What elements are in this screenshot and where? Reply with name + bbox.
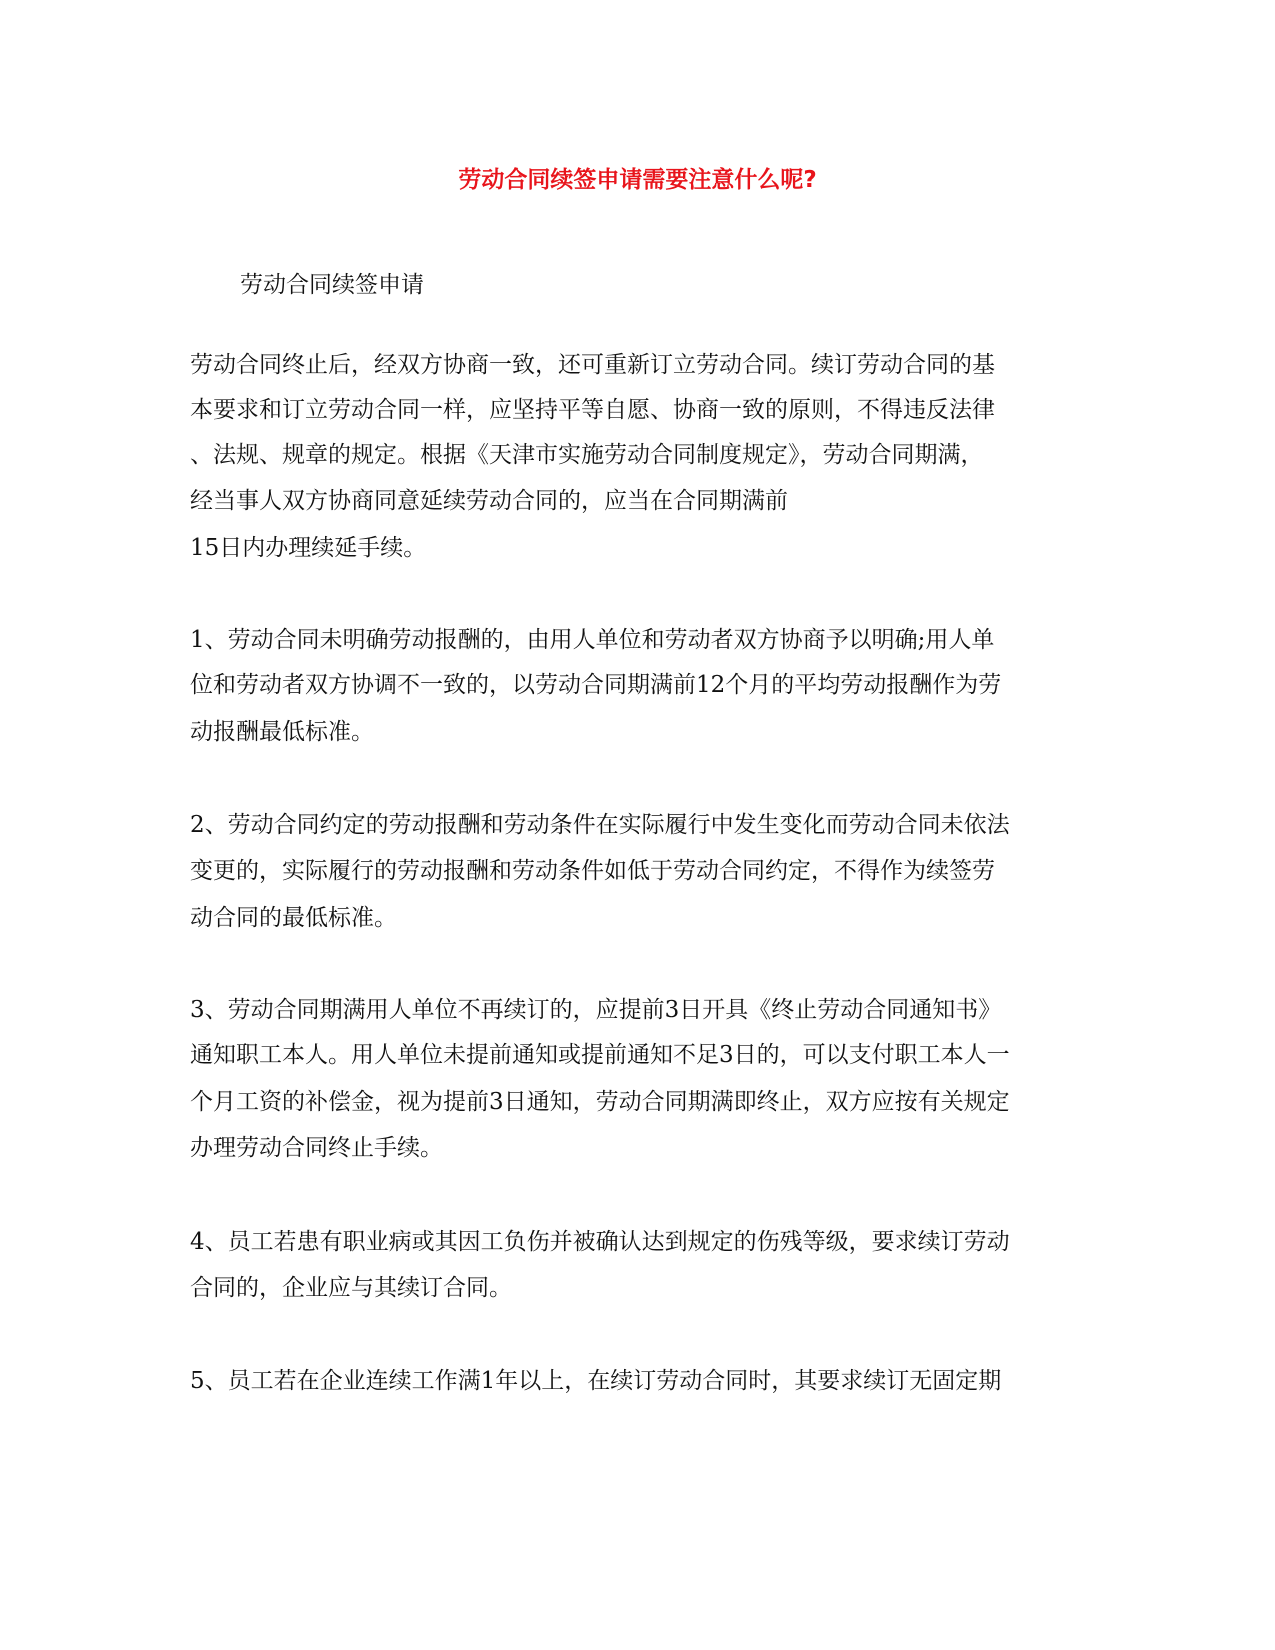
intro-line: 本要求和订立劳动合同一样，应坚持平等自愿、协商一致的原则，不得违反法律 xyxy=(190,397,995,423)
document-subtitle: 劳动合同续签申请 xyxy=(240,272,424,298)
item2-line: 动合同的最低标准。 xyxy=(190,905,397,931)
item2-line: 2、劳动合同约定的劳动报酬和劳动条件在实际履行中发生变化而劳动合同未依法 xyxy=(190,812,1010,838)
intro-line: 15日内办理续延手续。 xyxy=(190,535,427,561)
intro-line: 、法规、规章的规定。根据《天津市实施劳动合同制度规定》，劳动合同期满， xyxy=(190,442,984,468)
item2-line: 变更的，实际履行的劳动报酬和劳动条件如低于劳动合同约定，不得作为续签劳 xyxy=(190,858,995,884)
document-title: 劳动合同续签申请需要注意什么呢? xyxy=(458,167,817,193)
item3-line: 3、劳动合同期满用人单位不再续订的，应提前3日开具《终止劳动合同通知书》 xyxy=(190,997,1002,1023)
item1-line: 位和劳动者双方协调不一致的，以劳动合同期满前12个月的平均劳动报酬作为劳 xyxy=(190,672,1002,698)
item3-line: 通知职工本人。用人单位未提前通知或提前通知不足3日的，可以支付职工本人一 xyxy=(190,1042,1010,1068)
item3-line: 办理劳动合同终止手续。 xyxy=(190,1135,443,1161)
intro-line: 经当事人双方协商同意延续劳动合同的，应当在合同期满前 xyxy=(190,488,788,514)
item1-line: 1、劳动合同未明确劳动报酬的，由用人单位和劳动者双方协商予以明确;用人单 xyxy=(190,627,995,653)
item1-line: 动报酬最低标准。 xyxy=(190,719,374,745)
item4-line: 4、员工若患有职业病或其因工负伤并被确认达到规定的伤残等级，要求续订劳动 xyxy=(190,1229,1010,1255)
item4-line: 合同的，企业应与其续订合同。 xyxy=(190,1275,512,1301)
intro-line: 劳动合同终止后，经双方协商一致，还可重新订立劳动合同。续订劳动合同的基 xyxy=(190,352,995,378)
item5-line: 5、员工若在企业连续工作满1年以上，在续订劳动合同时，其要求续订无固定期 xyxy=(190,1368,1002,1394)
item3-line: 个月工资的补偿金，视为提前3日通知，劳动合同期满即终止，双方应按有关规定 xyxy=(190,1089,1010,1115)
